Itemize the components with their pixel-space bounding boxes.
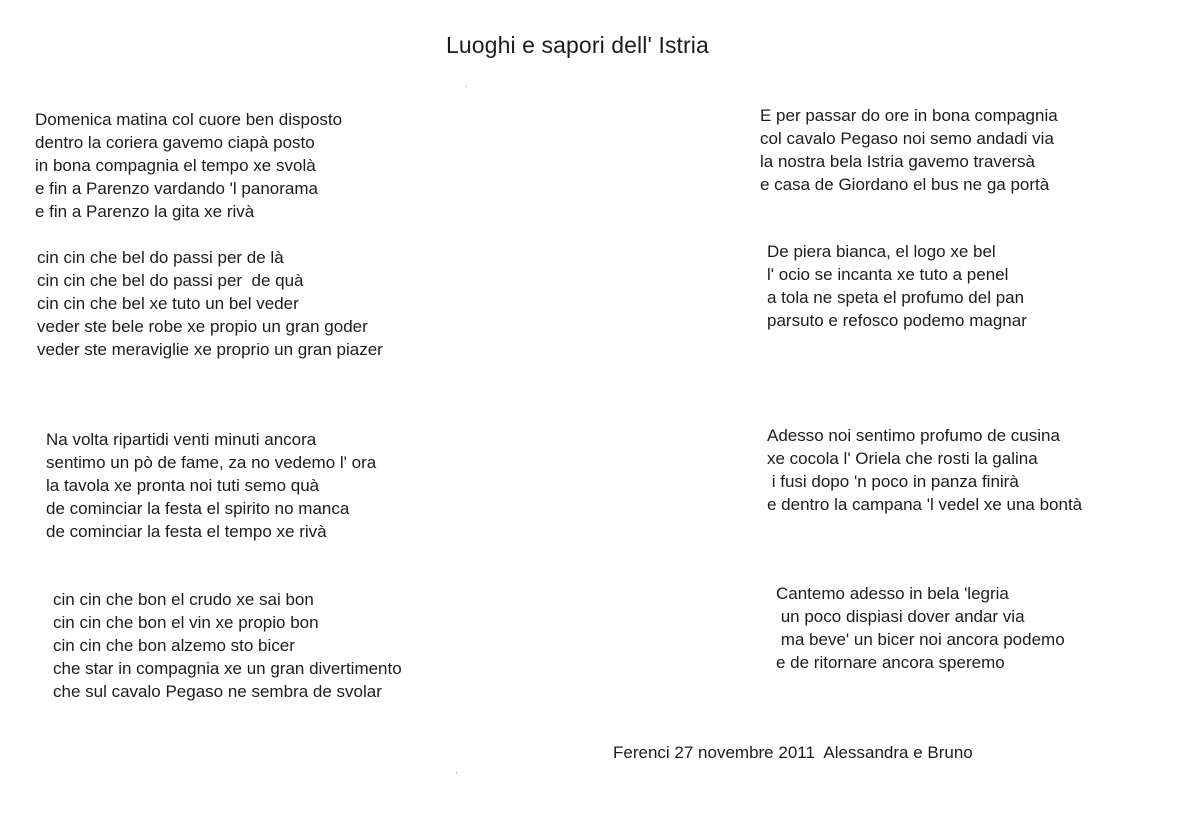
verse-line: ma beve' un bicer noi ancora podemo — [776, 630, 1065, 649]
verse-line: la nostra bela Istria gavemo traversà — [760, 152, 1035, 171]
scan-speck — [456, 772, 457, 773]
verse-line: dentro la coriera gavemo ciapà posto — [35, 133, 315, 152]
verse-line: e fin a Parenzo vardando 'l panorama — [35, 179, 318, 198]
verse-line: De piera bianca, el logo xe bel — [767, 242, 996, 261]
stanza-right-4 — [776, 582, 1065, 674]
verse-line: un poco dispiasi dover andar via — [776, 607, 1025, 626]
stanza-right-2 — [767, 240, 1027, 332]
verse-line: Domenica matina col cuore ben disposto — [35, 110, 343, 129]
verse-line: Cantemo adesso in bela 'legria — [776, 584, 1009, 603]
verse-line: l' ocio se incanta xe tuto a penel — [767, 265, 1009, 284]
verse-line: de cominciar la festa el tempo xe rivà — [46, 522, 327, 541]
verse-line: e dentro la campana 'l vedel xe una bontà — [767, 495, 1083, 514]
stanza-left-2 — [37, 246, 383, 361]
verse-line: la tavola xe pronta noi tuti semo quà — [46, 476, 320, 495]
stanza-left-4 — [53, 588, 402, 703]
verse-line: che sul cavalo Pegaso ne sembra de svolar — [53, 682, 382, 701]
verse-line: in bona compagnia el tempo xe svolà — [35, 156, 316, 175]
verse-line: cin cin che bel xe tuto un bel veder — [37, 294, 299, 313]
verse-line: cin cin che bel do passi per de quà — [37, 271, 304, 290]
signature-date-line: Ferenci 27 novembre 2011 Alessandra e Bruno — [613, 743, 973, 762]
verse-line: veder ste bele robe xe propio un gran goder — [37, 317, 368, 336]
verse-line: e fin a Parenzo la gita xe rivà — [35, 202, 255, 221]
verse-line: de cominciar la festa el spirito no manca — [46, 499, 350, 518]
verse-line: cin cin che bon el vin xe propio bon — [53, 613, 319, 632]
verse-line: che star in compagnia xe un gran divertimento — [53, 659, 402, 678]
verse-line: sentimo un pò de fame, za no vedemo l' ora — [46, 453, 377, 472]
stanza-left-1 — [35, 108, 342, 223]
stanza-right-1 — [760, 104, 1058, 196]
verse-line: a tola ne speta el profumo del pan — [767, 288, 1025, 307]
stanza-right-3 — [767, 424, 1082, 516]
scan-speck — [466, 86, 467, 87]
verse-line: Na volta ripartidi venti minuti ancora — [46, 430, 317, 449]
verse-line: Adesso noi sentimo profumo de cusina — [767, 426, 1060, 445]
stanza-left-3 — [46, 428, 376, 543]
verse-line: parsuto e refosco podemo magnar — [767, 311, 1027, 330]
poem-title: Luoghi e sapori dell' Istria — [446, 32, 709, 58]
verse-line: i fusi dopo 'n poco in panza finirà — [767, 472, 1019, 491]
verse-line: e de ritornare ancora speremo — [776, 653, 1005, 672]
verse-line: veder ste meraviglie xe proprio un gran piazer — [37, 340, 383, 359]
verse-line: col cavalo Pegaso noi semo andadi via — [760, 129, 1054, 148]
verse-line: cin cin che bel do passi per de là — [37, 248, 284, 267]
verse-line: xe cocola l' Oriela che rosti la galina — [767, 449, 1038, 468]
verse-line: cin cin che bon alzemo sto bicer — [53, 636, 295, 655]
verse-line: E per passar do ore in bona compagnia — [760, 106, 1058, 125]
verse-line: cin cin che bon el crudo xe sai bon — [53, 590, 314, 609]
verse-line: e casa de Giordano el bus ne ga portà — [760, 175, 1050, 194]
